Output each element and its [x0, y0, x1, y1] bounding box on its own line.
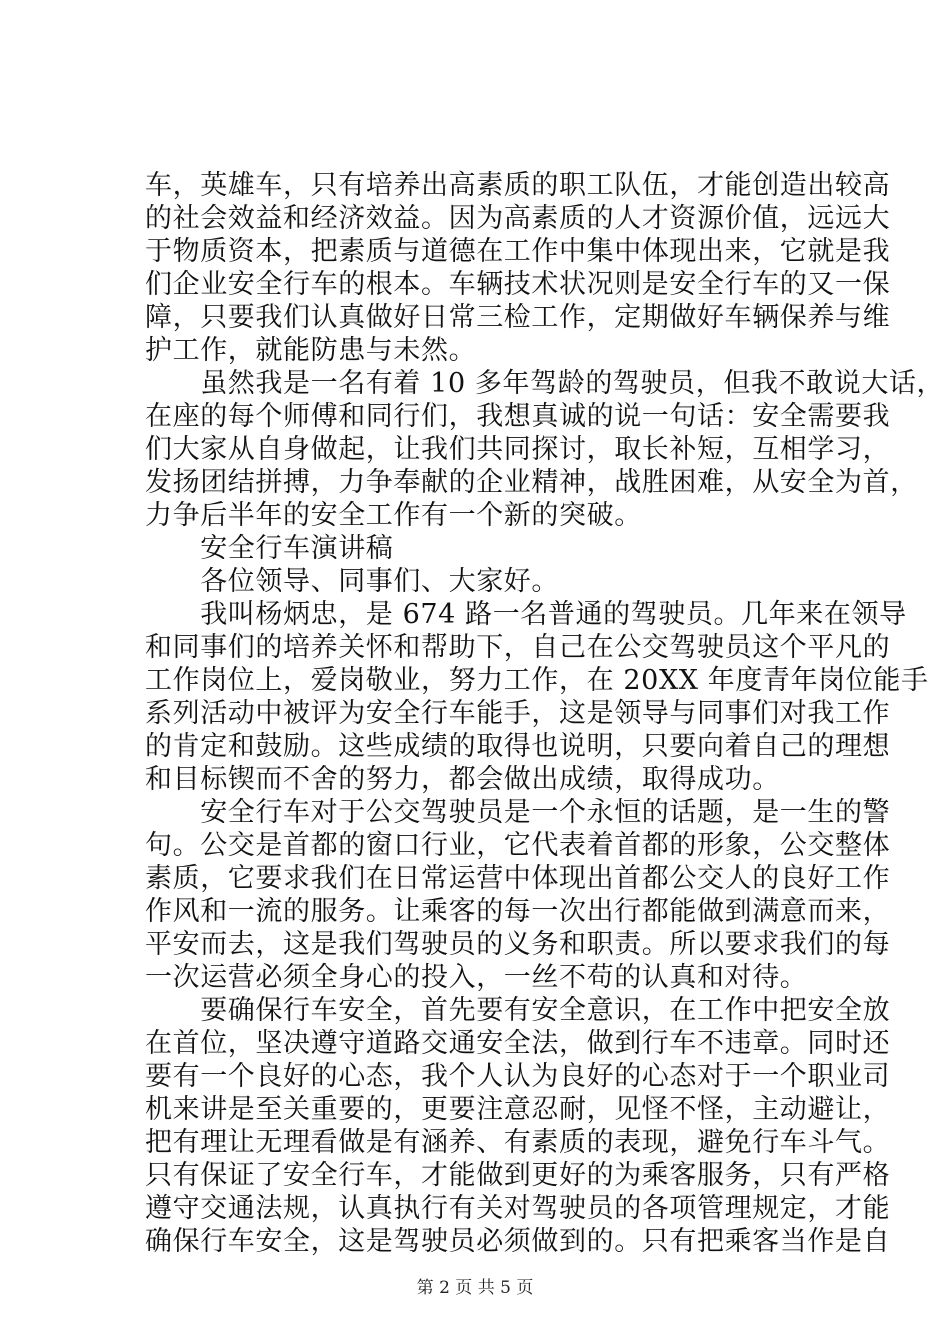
body-text-line: 和目标锲而不舍的努力，都会做出成绩，取得成功。 — [145, 764, 780, 795]
body-text-line: 力争后半年的安全工作有一个新的突破。 — [145, 500, 642, 531]
body-text-line: 的社会效益和经济效益。因为高素质的人才资源价值，远远大 — [145, 203, 891, 234]
body-text-line: 们企业安全行车的根本。车辆技术状况则是安全行车的又一保 — [145, 269, 891, 300]
body-text-line: 于物质资本，把素质与道德在工作中集中体现出来，它就是我 — [145, 236, 891, 267]
body-text-line: 平安而去，这是我们驾驶员的义务和职责。所以要求我们的每 — [145, 929, 891, 960]
body-text-line: 只有保证了安全行车，才能做到更好的为乘客服务，只有严格 — [145, 1160, 891, 1191]
body-text-line: 发扬团结拼搏，力争奉献的企业精神，战胜困难，从安全为首， — [145, 467, 918, 498]
body-text-line: 把有理让无理看做是有涵养、有素质的表现，避免行车斗气。 — [145, 1127, 891, 1158]
body-text-line: 系列活动中被评为安全行车能手，这是领导与同事们对我工作 — [145, 698, 891, 729]
body-text-line: 要确保行车安全，首先要有安全意识，在工作中把安全放 — [145, 995, 891, 1026]
body-text-line: 在座的每个师傅和同行们，我想真诚的说一句话：安全需要我 — [145, 401, 891, 432]
body-text-line: 确保行车安全，这是驾驶员必须做到的。只有把乘客当作是自 — [145, 1226, 891, 1257]
body-text-line: 要有一个良好的心态，我个人认为良好的心态对于一个职业司 — [145, 1061, 891, 1092]
body-text-line: 一次运营必须全身心的投入，一丝不苟的认真和对待。 — [145, 962, 808, 993]
body-text-line: 和同事们的培养关怀和帮助下，自己在公交驾驶员这个平凡的 — [145, 632, 891, 663]
body-text-line: 车，英雄车，只有培养出高素质的职工队伍，才能创造出较高 — [145, 170, 891, 201]
body-text-line: 在首位，坚决遵守道路交通安全法，做到行车不违章。同时还 — [145, 1028, 891, 1059]
body-text-line: 们大家从自身做起，让我们共同探讨，取长补短，互相学习， — [145, 434, 891, 465]
body-text-line: 我叫杨炳忠，是 674 路一名普通的驾驶员。几年来在领导 — [145, 599, 907, 630]
body-text-line: 遵守交通法规，认真执行有关对驾驶员的各项管理规定，才能 — [145, 1193, 891, 1224]
body-text-line: 护工作，就能防患与未然。 — [145, 335, 477, 366]
body-text-line: 的肯定和鼓励。这些成绩的取得也说明，只要向着自己的理想 — [145, 731, 891, 762]
body-text-line: 安全行车对于公交驾驶员是一个永恒的话题，是一生的警 — [145, 797, 891, 828]
section-heading: 安全行车演讲稿 — [145, 533, 394, 564]
body-text-line: 障，只要我们认真做好日常三检工作，定期做好车辆保养与维 — [145, 302, 891, 333]
page-number-footer: 第 2 页 共 5 页 — [416, 1278, 534, 1298]
body-text-line: 作风和一流的服务。让乘客的每一次出行都能做到满意而来， — [145, 896, 891, 927]
body-text-line: 工作岗位上，爱岗敬业，努力工作，在 20XX 年度青年岗位能手 — [145, 665, 929, 696]
body-text-line: 句。公交是首都的窗口行业，它代表着首都的形象，公交整体 — [145, 830, 891, 861]
body-text-line: 素质，它要求我们在日常运营中体现出首都公交人的良好工作 — [145, 863, 891, 894]
body-text-line: 虽然我是一名有着 10 多年驾龄的驾驶员，但我不敢说大话， — [145, 368, 945, 399]
greeting-line: 各位领导、同事们、大家好。 — [145, 566, 559, 597]
body-text-line: 机来讲是至关重要的，更要注意忍耐，见怪不怪，主动避让， — [145, 1094, 891, 1125]
